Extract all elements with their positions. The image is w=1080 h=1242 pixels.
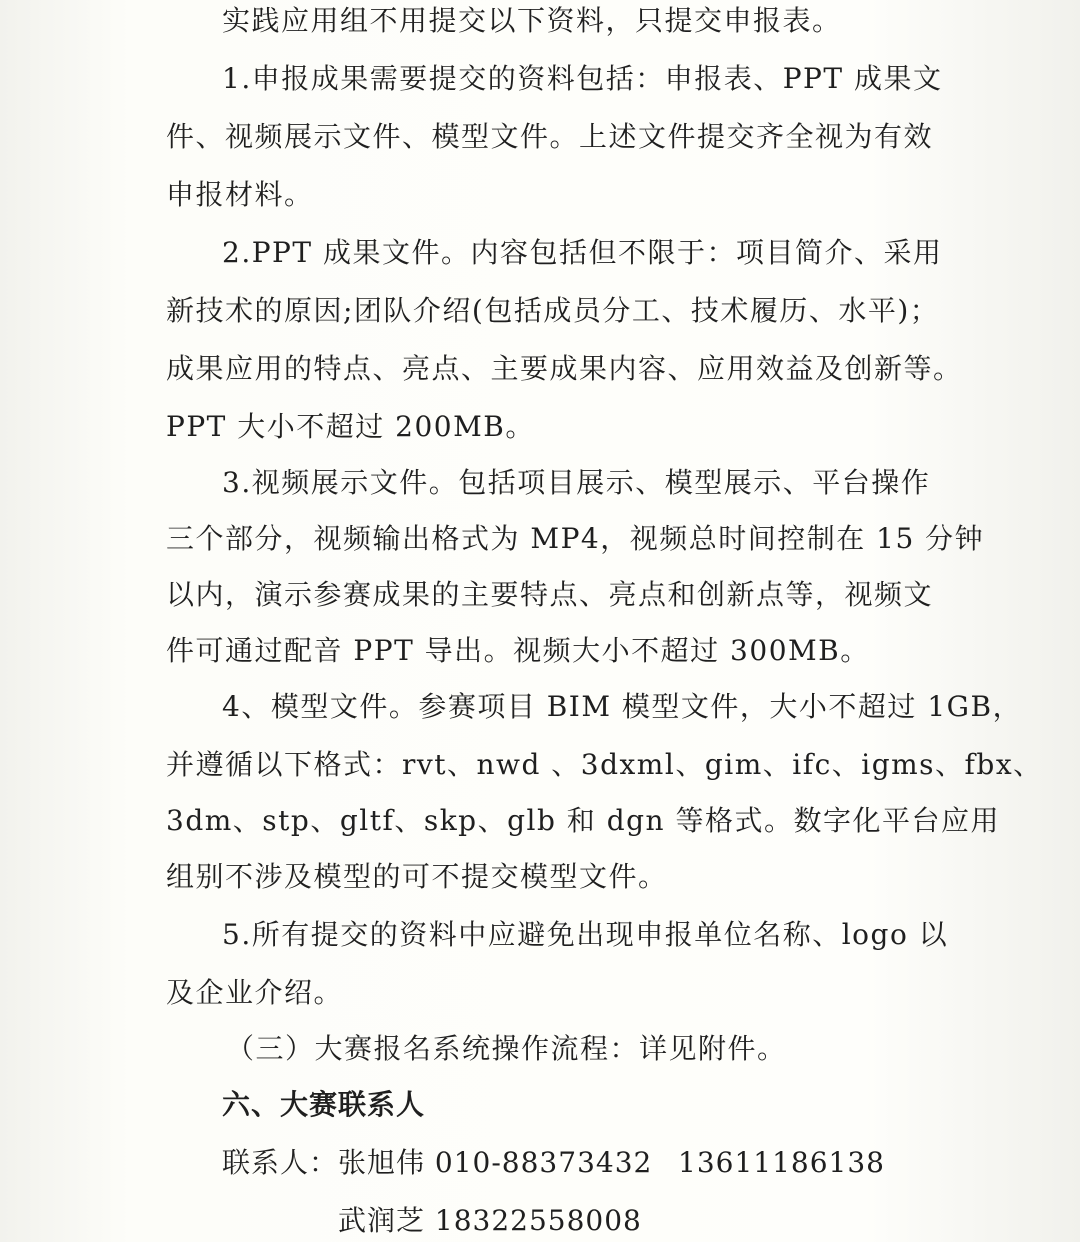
- subsection-three: （三）大赛报名系统操作流程：详见附件。: [226, 1032, 787, 1065]
- item-4-line-1: 4、模型文件。参赛项目 BIM 模型文件，大小不超过 1GB，: [222, 690, 1023, 723]
- item-3-line-4: 件可通过配音 PPT 导出。视频大小不超过 300MB。: [166, 634, 870, 667]
- item-1-line-1: 1.申报成果需要提交的资料包括：申报表、PPT 成果文: [222, 62, 943, 95]
- item-3-line-3: 以内，演示参赛成果的主要特点、亮点和创新点等，视频文: [166, 578, 934, 611]
- contact-primary-mobile: 13611186138: [678, 1146, 885, 1179]
- contact-secondary: 武润芝 18322558008: [338, 1204, 642, 1237]
- item-5-line-1: 5.所有提交的资料中应避免出现申报单位名称、logo 以: [222, 918, 949, 951]
- item-5-line-2: 及企业介绍。: [166, 976, 344, 1009]
- item-2-line-3: 成果应用的特点、亮点、主要成果内容、应用效益及创新等。: [166, 352, 963, 385]
- item-2-line-4: PPT 大小不超过 200MB。: [166, 410, 535, 443]
- item-3-line-1: 3.视频展示文件。包括项目展示、模型展示、平台操作: [222, 466, 931, 499]
- item-1-line-2: 件、视频展示文件、模型文件。上述文件提交齐全视为有效: [166, 120, 934, 153]
- item-3-line-2: 三个部分，视频输出格式为 MP4，视频总时间控制在 15 分钟: [166, 522, 985, 555]
- item-1-line-3: 申报材料。: [166, 178, 314, 211]
- item-4-line-2: 并遵循以下格式：rvt、nwd 、3dxml、gim、ifc、igms、fbx、: [166, 748, 1043, 781]
- item-2-line-2: 新技术的原因;团队介绍(包括成员分工、技术履历、水平)；: [166, 294, 940, 327]
- intro-line: 实践应用组不用提交以下资料，只提交申报表。: [222, 4, 842, 37]
- item-2-line-1: 2.PPT 成果文件。内容包括但不限于：项目简介、采用: [222, 236, 943, 269]
- contact-primary: 联系人：张旭伟 010-88373432: [222, 1146, 653, 1179]
- section-six-title: 六、大赛联系人: [222, 1088, 426, 1121]
- item-4-line-4: 组别不涉及模型的可不提交模型文件。: [166, 860, 668, 893]
- item-4-line-3: 3dm、stp、gltf、skp、glb 和 dgn 等格式。数字化平台应用: [166, 804, 1000, 837]
